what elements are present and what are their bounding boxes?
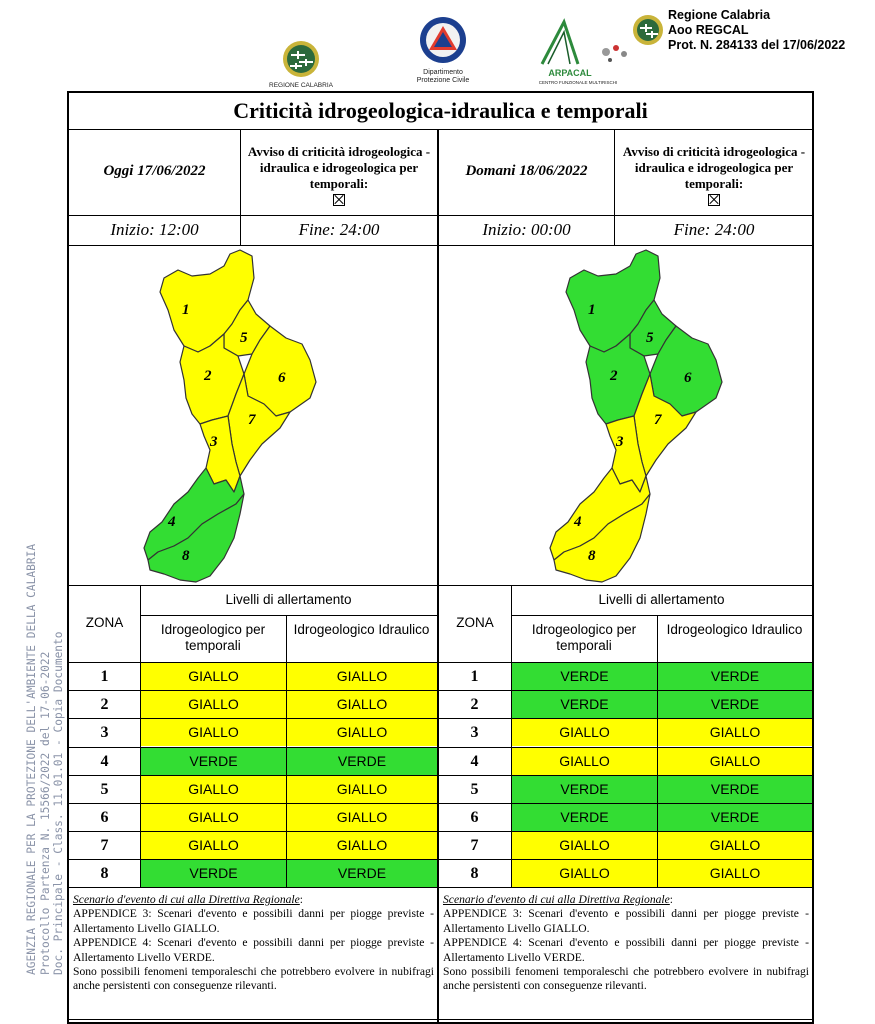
today-avviso-text: Avviso di criticità idrogeologica - idraulica e idrogeologica per temporali: (247, 144, 431, 191)
divider (67, 129, 814, 130)
today-scenario-line-3: Sono possibili fenomeni temporaleschi che potrebbero evolvere in nubifragi anche persistenti con conseguenze rilevanti. (73, 965, 434, 993)
today-level-temporali: GIALLO (141, 691, 286, 718)
divider (67, 831, 437, 832)
svg-text:8: 8 (588, 548, 596, 564)
tomorrow-zona-header: ZONA (456, 615, 494, 630)
svg-text:2: 2 (610, 368, 618, 384)
stamp-line-3: Doc. Principale - Class. 11.01.01 - Copia Documento (52, 631, 65, 975)
today-zone-number: 3 (100, 724, 109, 742)
svg-text:2: 2 (204, 368, 212, 384)
tomorrow-level-temporali: GIALLO (512, 860, 657, 887)
divider (511, 615, 812, 616)
tomorrow-scenario-line-1: APPENDICE 3: Scenari d'evento e possibili danni per piogge previste - Allertamento Livello GIALLO. (443, 907, 809, 935)
tomorrow-zone-number: 3 (470, 724, 479, 742)
regione-emblem-icon (270, 38, 332, 82)
svg-text:5: 5 (646, 330, 654, 346)
today-scenario-heading: Scenario d'evento di cui alla Direttiva Regionale (73, 893, 300, 906)
tomorrow-level-idraulico: GIALLO (658, 748, 812, 775)
tomorrow-level-idraulico: VERDE (658, 804, 812, 831)
regione-calabria-logo (270, 38, 332, 90)
today-level-idraulico: GIALLO (287, 691, 437, 718)
divider (67, 747, 437, 748)
tomorrow-level-temporali: GIALLO (512, 748, 657, 775)
today-level-idraulico: GIALLO (287, 832, 437, 859)
tomorrow-livelli-header: Livelli di allertamento (598, 592, 725, 607)
tomorrow-zone-number: 8 (470, 865, 479, 883)
today-col-temporali: Idrogeologico per temporali (160, 622, 266, 653)
tomorrow-zone-number: 1 (470, 668, 479, 685)
today-level-idraulico: GIALLO (287, 804, 437, 831)
tomorrow-zone-number: 4 (470, 752, 479, 770)
divider (67, 245, 814, 246)
today-level-idraulico: GIALLO (287, 719, 437, 746)
svg-text:8: 8 (182, 548, 190, 564)
divider (437, 831, 812, 832)
svg-text:3: 3 (210, 434, 218, 450)
divider (67, 859, 437, 860)
tomorrow-level-temporali: GIALLO (512, 719, 657, 746)
tomorrow-scenario-line-3: Sono possibili fenomeni temporaleschi che potrebbero evolvere in nubifragi anche persistenti con conseguenze rilevanti. (443, 965, 809, 993)
tomorrow-zone-number: 2 (470, 696, 479, 714)
divider (67, 803, 437, 804)
tomorrow-level-temporali: VERDE (512, 804, 657, 831)
today-zone-number: 5 (100, 780, 109, 798)
today-level-temporali: VERDE (141, 748, 286, 775)
svg-text:3: 3 (616, 434, 624, 450)
svg-text:6: 6 (278, 370, 286, 386)
svg-text:4: 4 (574, 514, 582, 530)
protezione-caption-2: Protezione Civile (416, 77, 470, 84)
svg-text:5: 5 (240, 330, 248, 346)
today-level-temporali: GIALLO (141, 804, 286, 831)
tomorrow-avviso (615, 144, 813, 210)
divider (437, 690, 812, 691)
protezione-civile-emblem-icon (405, 14, 481, 66)
tomorrow-level-temporali: GIALLO (512, 832, 657, 859)
side-protocol-stamp (25, 544, 66, 975)
today-level-temporali: GIALLO (141, 663, 286, 690)
divider (437, 803, 812, 804)
today-zone-number: 8 (100, 865, 109, 883)
today-scenario-line-2: APPENDICE 4: Scenari d'evento e possibili danni per piogge previste - Allertamento Livello VERDE. (73, 936, 434, 964)
today-livelli-header: Livelli di allertamento (225, 592, 352, 607)
today-scenario: Scenario d'evento di cui alla Direttiva Regionale: APPENDICE 3: Scenari d'evento e possibili danni per piogge previste - Allertamento Livello GIALLO. APPENDICE 4: Scenari d'evento e possibili danni per piogge previste - Allertamento Livello VERDE. Sono possibili fenomeni temporaleschi che potrebbero evolvere in nubifragi anche persistenti con conseguenze rilevanti. (73, 893, 434, 993)
tomorrow-scenario-heading: Scenario d'evento di cui alla Direttiva Regionale (443, 893, 670, 906)
regione-logo-caption: REGIONE CALABRIA (269, 82, 333, 89)
today-col-idraulico: Idrogeologico Idraulico (293, 622, 430, 637)
tomorrow-scenario-line-2: APPENDICE 4: Scenari d'evento e possibili danni per piogge previste - Allertamento Livello VERDE. (443, 936, 809, 964)
tomorrow-col-temporali: Idrogeologico per temporali (531, 622, 637, 653)
today-level-idraulico: GIALLO (287, 776, 437, 803)
tomorrow-zone-number: 6 (470, 809, 479, 826)
svg-text:7: 7 (248, 412, 256, 428)
today-label: Oggi 17/06/2022 (103, 163, 206, 179)
tomorrow-level-idraulico: GIALLO (658, 719, 812, 746)
stamp-line-1: AGENZIA REGIONALE PER LA PROTEZIONE DELL'AMBIENTE DELLA CALABRIA (25, 543, 38, 975)
today-avviso (241, 144, 437, 210)
divider (140, 615, 437, 616)
svg-text:4: 4 (168, 514, 176, 530)
tomorrow-level-idraulico: VERDE (658, 691, 812, 718)
tomorrow-level-idraulico: GIALLO (658, 832, 812, 859)
today-zona-header: ZONA (85, 615, 124, 630)
divider (67, 1019, 814, 1020)
divider (67, 718, 437, 719)
today-zone-number: 6 (100, 809, 109, 826)
divider (437, 859, 812, 860)
today-level-temporali: VERDE (141, 860, 286, 887)
protocol-line-2: Aoo REGCAL (668, 23, 749, 37)
today-zone-number: 7 (100, 837, 109, 855)
regione-small-emblem-icon (632, 12, 664, 48)
today-start: Inizio: 12:00 (110, 220, 199, 239)
tomorrow-zone-number: 7 (470, 837, 479, 855)
today-end: Fine: 24:00 (298, 220, 380, 239)
today-level-temporali: GIALLO (141, 776, 286, 803)
checked-box-icon (708, 194, 720, 206)
tomorrow-level-idraulico: VERDE (658, 776, 812, 803)
divider (437, 129, 439, 1024)
today-level-idraulico: GIALLO (287, 663, 437, 690)
tomorrow-zone-number: 5 (470, 780, 479, 798)
divider (67, 775, 437, 776)
today-level-idraulico: VERDE (287, 860, 437, 887)
svg-text:1: 1 (588, 302, 596, 318)
tomorrow-scenario: Scenario d'evento di cui alla Direttiva Regionale: APPENDICE 3: Scenari d'evento e possibili danni per piogge previste - Allertamento Livello GIALLO. APPENDICE 4: Scenari d'evento e possibili danni per piogge previste - Allertamento Livello VERDE. Sono possibili fenomeni temporaleschi che potrebbero evolvere in nubifragi anche persistenti con conseguenze rilevanti. (443, 893, 809, 993)
tomorrow-level-idraulico: VERDE (658, 663, 812, 690)
tomorrow-start: Inizio: 00:00 (482, 220, 571, 239)
today-zone-number: 4 (100, 752, 109, 770)
protocol-line-3: Prot. N. 284133 del 17/06/2022 (668, 38, 846, 52)
today-zone-number: 1 (100, 668, 109, 685)
today-level-temporali: GIALLO (141, 832, 286, 859)
tomorrow-level-temporali: VERDE (512, 691, 657, 718)
today-level-idraulico: VERDE (287, 748, 437, 775)
protocol-emblem (632, 12, 664, 53)
protezione-caption-1: Dipartimento (423, 69, 463, 76)
tomorrow-level-temporali: VERDE (512, 776, 657, 803)
divider (437, 775, 812, 776)
stamp-line-2: Protocollo Partenza N. 15566/2022 del 17-06-2022 (38, 651, 52, 975)
tomorrow-zone-map (546, 248, 736, 584)
bulletin-title: Criticità idrogeologica-idraulica e temporali (233, 98, 648, 123)
divider (67, 690, 437, 691)
tomorrow-level-temporali: VERDE (512, 663, 657, 690)
today-zone-map (140, 248, 330, 584)
arpacal-subcaption: CENTRO FUNZIONALE MULTIRISCHI (538, 80, 618, 85)
today-zone-number: 2 (100, 696, 109, 714)
tomorrow-avviso-text: Avviso di criticità idrogeologica - idraulica e idrogeologica per temporali: (622, 144, 806, 191)
today-scenario-line-1: APPENDICE 3: Scenari d'evento e possibili danni per piogge previste - Allertamento Livello GIALLO. (73, 907, 434, 935)
divider (437, 718, 812, 719)
tomorrow-label: Domani 18/06/2022 (465, 163, 588, 179)
svg-text:6: 6 (684, 370, 692, 386)
divider (67, 585, 814, 586)
protocol-line-1: Regione Calabria (668, 8, 771, 22)
tomorrow-end: Fine: 24:00 (673, 220, 755, 239)
tomorrow-level-idraulico: GIALLO (658, 860, 812, 887)
tomorrow-col-idraulico: Idrogeologico Idraulico (666, 622, 803, 637)
protezione-civile-logo (405, 14, 481, 84)
arpacal-caption: ARPACAL (548, 68, 592, 78)
divider (437, 747, 812, 748)
svg-text:7: 7 (654, 412, 662, 428)
checked-box-icon (333, 194, 345, 206)
svg-text:1: 1 (182, 302, 190, 318)
today-level-temporali: GIALLO (141, 719, 286, 746)
protocol-block (668, 8, 845, 53)
